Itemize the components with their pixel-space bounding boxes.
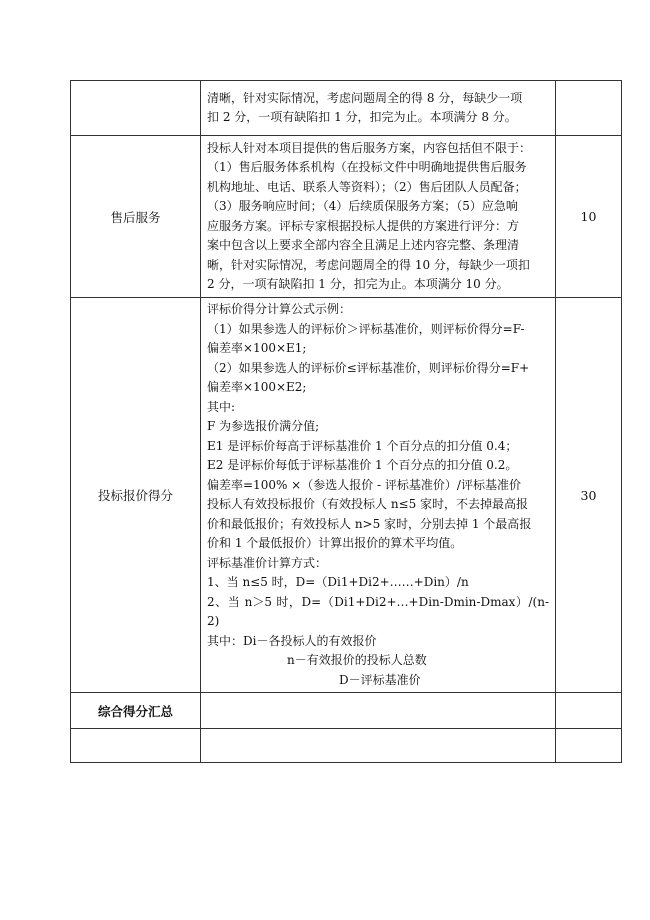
scoring-table [70,80,622,763]
criteria-cell [201,136,556,298]
criteria-line: 其中: [207,399,236,414]
score-cell [556,729,622,763]
table-row-bid-price [71,298,622,693]
criteria-cell [201,729,556,763]
table-row-after-sales [71,136,622,298]
item-cell: 综合得分汇总 [71,693,201,729]
criteria-line: 评标价得分计算公式示例： [207,302,352,316]
criteria-line: （3）服务响应时间；（4）后续质保服务方案；（5）应急响 [207,199,518,213]
item-cell [71,81,201,136]
criteria-line: 偏差率=100% ×（参选人报价 - 评标基准价）/评标基准价 [207,477,521,492]
criteria-line: 清晰，针对实际情况，考虑问题周全的得 8 分，每缺少一项 [207,90,523,105]
criteria-line: 投标人有效投标报价（有效投标人 n≤5 家时，不去掉最高报 [207,497,529,511]
criteria-line: 2 分，一项有缺陷扣 1 分，扣完为止。本项满分 10 分。 [207,277,509,291]
criteria-line: 价和 1 个最低报价）计算出报价的算术平均值。 [207,536,463,550]
criteria-line: 1、当 n≤5 时，D=（Di1+Di2+……+Din）/n [207,575,469,589]
criteria-line: 评标基准价计算方式： [207,555,328,570]
criteria-line: 案中包含以上要求全部内容全且满足上述内容完整、条理清 [207,238,520,252]
criteria-line: E2 是评标价每低于评标基准价 1 个百分点的扣分值 0.2。 [207,458,518,472]
criteria-line: 其中：Di－各投标人的有效报价 [207,633,377,648]
criteria-line: 扣 2 分，一项有缺陷扣 1 分，扣完为止。本项满分 8 分。 [207,110,517,124]
item-cell: 投标报价得分 [71,298,201,693]
criteria-line: 应服务方案。评标专家根据投标人提供的方案进行评分：方 [207,218,520,233]
criteria-line: 偏差率×100×E2; [207,380,307,394]
criteria-line: （1）如果参选人的评标价＞评标基准价，则评标价得分=F- [207,321,525,336]
criteria-line: （2）如果参选人的评标价≤评标基准价，则评标价得分=F+ [207,360,530,375]
criteria-line: E1 是评标价每高于评标基准价 1 个百分点的扣分值 0.4； [207,438,518,453]
score-cell: 30 [556,298,622,693]
score-cell: 10 [556,136,622,298]
score-cell [556,693,622,729]
criteria-line: 偏差率×100×E1; [207,341,307,355]
item-cell [71,729,201,763]
criteria-line-n-definition: n－有效报价的投标人总数 [287,653,427,667]
table-row-total [71,693,622,729]
item-cell: 售后服务 [71,136,201,298]
criteria-line: F 为参选报价满分值; [207,419,320,433]
criteria-line: （1）售后服务体系机构（在投标文件中明确地提供售后服务 [207,160,527,174]
criteria-line-d-definition: D－评标基准价 [339,672,421,687]
table-row-continued [71,81,622,136]
criteria-cell [201,81,556,136]
criteria-line: 投标人针对本项目提供的售后服务方案，内容包括但不限于： [207,140,532,155]
criteria-line: 机构地址、电话、联系人等资料）；（2）售后团队人员配备； [207,179,527,194]
score-cell [556,81,622,136]
criteria-line: 2、当 n＞5 时，D=（Di1+Di2+…+Din-Dmin-Dmax）/(n-2) [207,594,549,628]
table-row-empty [71,729,622,763]
criteria-cell [201,693,556,729]
criteria-cell [201,298,556,693]
criteria-line: 晰，针对实际情况，考虑问题周全的得 10 分，每缺少一项扣 [207,257,530,272]
criteria-line: 价和最低报价；有效投标人 n>5 家时，分别去掉 1 个最高报 [207,516,532,531]
